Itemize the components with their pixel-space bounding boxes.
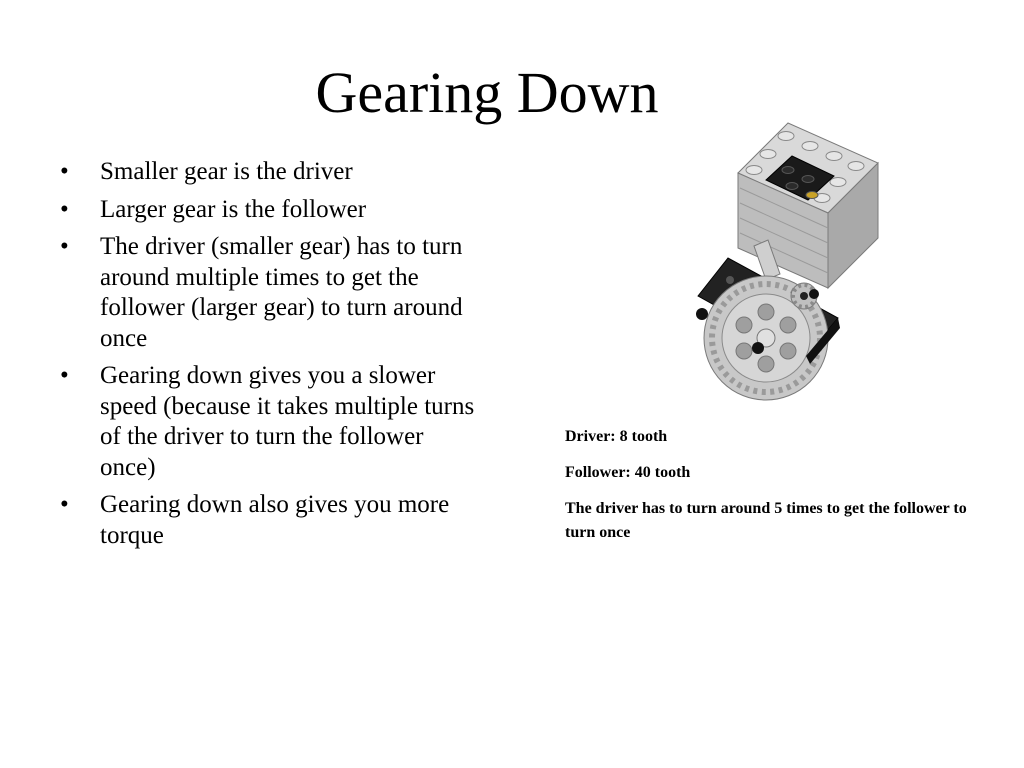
- bullet-item: [56, 157, 476, 188]
- bullet-text: Gearing down also gives you more torque: [100, 491, 450, 549]
- bullet-item: [56, 195, 476, 226]
- bullet-text: Smaller gear is the driver: [100, 158, 353, 185]
- bullet-item: [56, 232, 476, 354]
- bullet-text: The driver (smaller gear) has to turn around multiple times to get the follower (larger gear) to turn around once: [100, 233, 463, 352]
- bullet-item: [56, 490, 476, 551]
- bullet-item: [56, 361, 476, 483]
- bullet-marker: •: [60, 491, 69, 518]
- driver-note: Driver: 8 tooth: [565, 428, 668, 445]
- follower-note: Follower: 40 tooth: [565, 464, 691, 481]
- gear-notes: [565, 425, 985, 557]
- bullet-text: Larger gear is the follower: [100, 195, 367, 223]
- bullet-marker: •: [60, 362, 69, 389]
- bullet-marker: •: [60, 195, 69, 223]
- bullet-text: Gearing down gives you a slower speed (because it takes multiple turns of the driver to turn the follower once): [100, 362, 475, 481]
- bullet-marker: •: [60, 158, 69, 185]
- slide-title: Gearing Down: [315, 60, 659, 125]
- lego-gear-assembly-icon: [688, 118, 888, 403]
- ratio-note: The driver has to turn around 5 times to get the follower to turn once: [565, 500, 967, 541]
- bullet-marker: •: [60, 233, 69, 260]
- bullet-list: [56, 157, 476, 558]
